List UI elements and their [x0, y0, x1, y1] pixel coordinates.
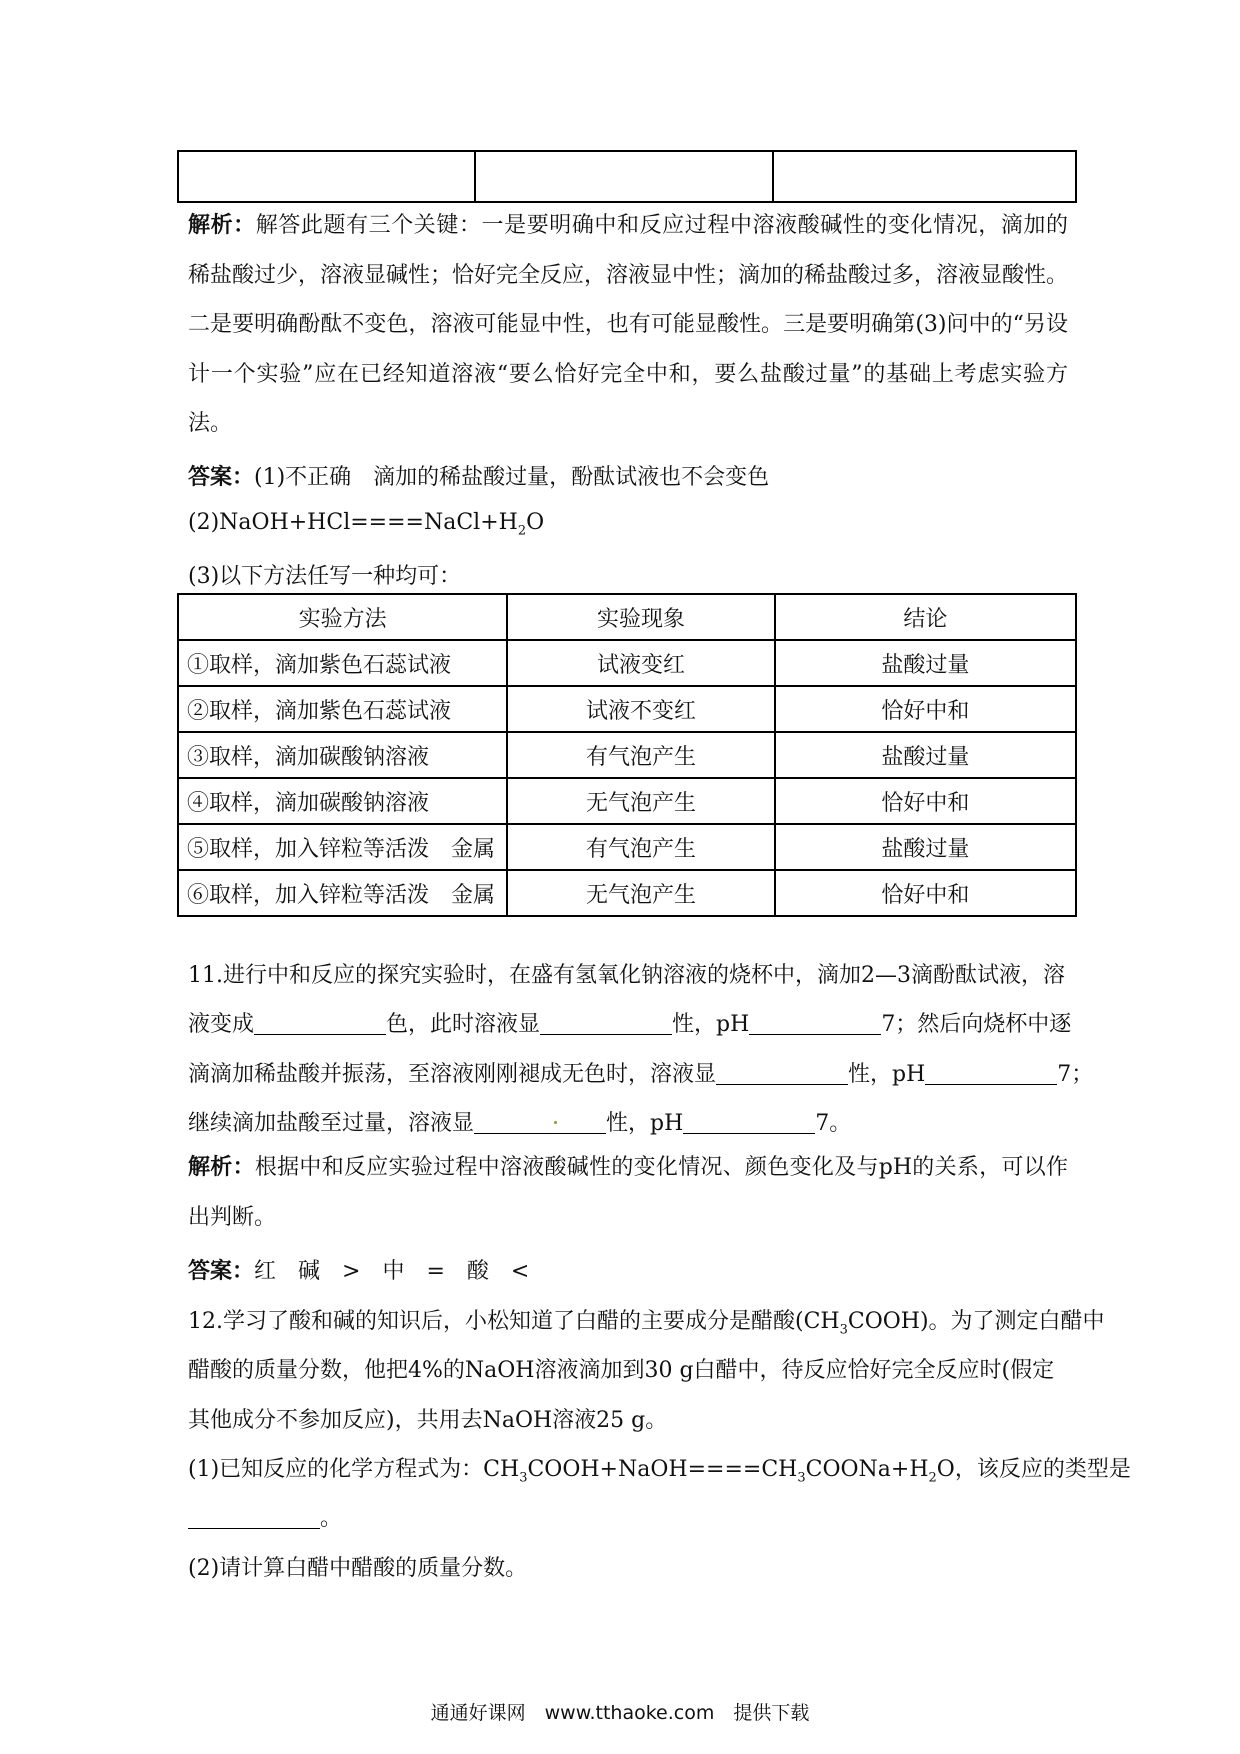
q11-line-4 [188, 1106, 851, 1137]
table-row [178, 151, 1076, 202]
table-cell: 试液变红 [507, 640, 774, 686]
table-cell: 盐酸过量 [775, 640, 1076, 686]
table-cell: 有气泡产生 [507, 824, 774, 870]
fill-blank[interactable] [254, 1010, 386, 1035]
answer-table [177, 593, 1077, 917]
q12-line-1 [188, 1304, 1105, 1337]
text-part: 色，此时溶液显 [386, 1012, 541, 1037]
fill-blank[interactable] [925, 1060, 1057, 1085]
fill-blank[interactable] [716, 1060, 848, 1085]
table-cell: ⑤取样，加入锌粒等活泼 金属 [178, 824, 507, 870]
table-cell: 盐酸过量 [775, 732, 1076, 778]
table-row [178, 732, 1076, 778]
table-cell: 试液不变红 [507, 686, 774, 732]
analysis-label: 解析： [188, 1154, 255, 1180]
analysis-label: 解析： [188, 212, 256, 238]
text-part: 7； [1057, 1062, 1094, 1087]
q11-line-3 [188, 1057, 1093, 1088]
text-part: 性，pH [848, 1062, 926, 1087]
table-cell: 恰好中和 [775, 870, 1076, 916]
q10-analysis [188, 201, 1068, 449]
table-cell: ①取样，滴加紫色石蕊试液 [178, 640, 507, 686]
table-row [178, 824, 1076, 870]
equation-part: (2)NaOH+HCl====NaCl+H [188, 510, 518, 535]
table-cell [773, 151, 1076, 202]
fill-blank[interactable] [749, 1010, 881, 1035]
text-part: 7。 [815, 1111, 852, 1136]
q10-answer-1 [188, 460, 769, 491]
column-header: 结论 [775, 594, 1076, 640]
text-part: 。 [320, 1506, 343, 1531]
q11-analysis [188, 1143, 1068, 1242]
q12-part-1-blank-line [188, 1501, 342, 1532]
q11-answer [188, 1254, 529, 1285]
subscript: 3 [839, 1322, 848, 1338]
q11-line-2 [188, 1007, 1071, 1038]
subscript: 3 [797, 1470, 806, 1486]
text-part: (1)已知反应的化学方程式为：CH [188, 1457, 520, 1482]
analysis-text: 解答此题有三个关键：一是要明确中和反应过程中溶液酸碱性的变化情况，滴加的稀盐酸过少，溶液显碱性；恰好完全反应，溶液显中性；滴加的稀盐酸过多，溶液显酸性。二是要明确酚酞不变色，溶液可能显中性，也有可能显酸性。三是要明确第(3)问中的“另设计一个实验”应在已经知道溶液“要么恰好完全中和，要么盐酸过量”的基础上考虑实验方法。 [188, 213, 1069, 436]
analysis-text: 根据中和反应实验过程中溶液酸碱性的变化情况、颜色变化及与pH的关系，可以作出判断。 [188, 1155, 1068, 1230]
answer-label: 答案： [188, 464, 255, 490]
table-header-row [178, 594, 1076, 640]
table-cell: 盐酸过量 [775, 824, 1076, 870]
table-row [178, 778, 1076, 824]
q11-line-1: 11.进行中和反应的探究实验时，在盛有氢氧化钠溶液的烧杯中，滴加2—3滴酚酞试液，溶 [188, 963, 1065, 988]
table-cell [178, 151, 475, 202]
q12-part-2: (2)请计算白醋中醋酸的质量分数。 [188, 1556, 528, 1581]
text-part: O，该反应的类型是 [936, 1457, 1131, 1482]
q10-answer-3: (3)以下方法任写一种均可： [188, 564, 462, 589]
fill-blank[interactable] [540, 1010, 672, 1035]
text-part: 12.学习了酸和碱的知识后，小松知道了白醋的主要成分是醋酸(CH [188, 1309, 840, 1334]
table-cell: 无气泡产生 [507, 778, 774, 824]
text-part: COONa+H [805, 1457, 929, 1482]
column-header: 实验方法 [178, 594, 507, 640]
subscript: 2 [928, 1470, 937, 1486]
q12-line-3: 其他成分不参加反应)，共用去NaOH溶液25 g。 [188, 1408, 668, 1433]
text-part: COOH)。为了测定白醋中 [847, 1309, 1105, 1334]
answer-text: (1)不正确 滴加的稀盐酸过量，酚酞试液也不会变色 [254, 465, 770, 490]
table-cell: 有气泡产生 [507, 732, 774, 778]
fill-blank[interactable] [683, 1109, 815, 1134]
text-part: 滴滴加稀盐酸并振荡，至溶液刚刚褪成无色时，溶液显 [188, 1062, 717, 1087]
text-part: 液变成 [188, 1012, 255, 1037]
table-cell: 恰好中和 [775, 686, 1076, 732]
continued-table [177, 150, 1077, 203]
table-cell: ②取样，滴加紫色石蕊试液 [178, 686, 507, 732]
table-cell: 恰好中和 [775, 778, 1076, 824]
q12-part-1 [188, 1452, 1131, 1485]
stray-dot [554, 1121, 557, 1124]
equation-part: O [526, 510, 545, 535]
text-part: 性，pH [672, 1012, 750, 1037]
table-cell: ⑥取样，加入锌粒等活泼 金属 [178, 870, 507, 916]
answer-label: 答案： [188, 1258, 255, 1284]
answer-text: 红 碱 > 中 = 酸 < [254, 1259, 530, 1284]
q10-answer-2 [188, 510, 544, 538]
table-row [178, 870, 1076, 916]
table-row [178, 640, 1076, 686]
fill-blank[interactable] [188, 1504, 320, 1529]
subscript: 3 [519, 1470, 528, 1486]
text-part: 7；然后向烧杯中逐 [881, 1012, 1072, 1037]
table-cell: ④取样，滴加碳酸钠溶液 [178, 778, 507, 824]
q12-line-2: 醋酸的质量分数，他把4%的NaOH溶液滴加到30 g白醋中，待反应恰好完全反应时(假定 [188, 1358, 1055, 1383]
subscript: 2 [517, 523, 527, 539]
table-cell: ③取样，滴加碳酸钠溶液 [178, 732, 507, 778]
text-part: COOH+NaOH====CH [527, 1457, 798, 1482]
column-header: 实验现象 [507, 594, 774, 640]
text-part: 继续滴加盐酸至过量，溶液显 [188, 1111, 475, 1136]
table-row [178, 686, 1076, 732]
fill-blank[interactable] [474, 1109, 606, 1134]
footer-credit: 通通好课网 www.tthaoke.com 提供下载 [430, 1702, 810, 1724]
text-part: 性，pH [606, 1111, 684, 1136]
table-cell [475, 151, 772, 202]
table-cell: 无气泡产生 [507, 870, 774, 916]
